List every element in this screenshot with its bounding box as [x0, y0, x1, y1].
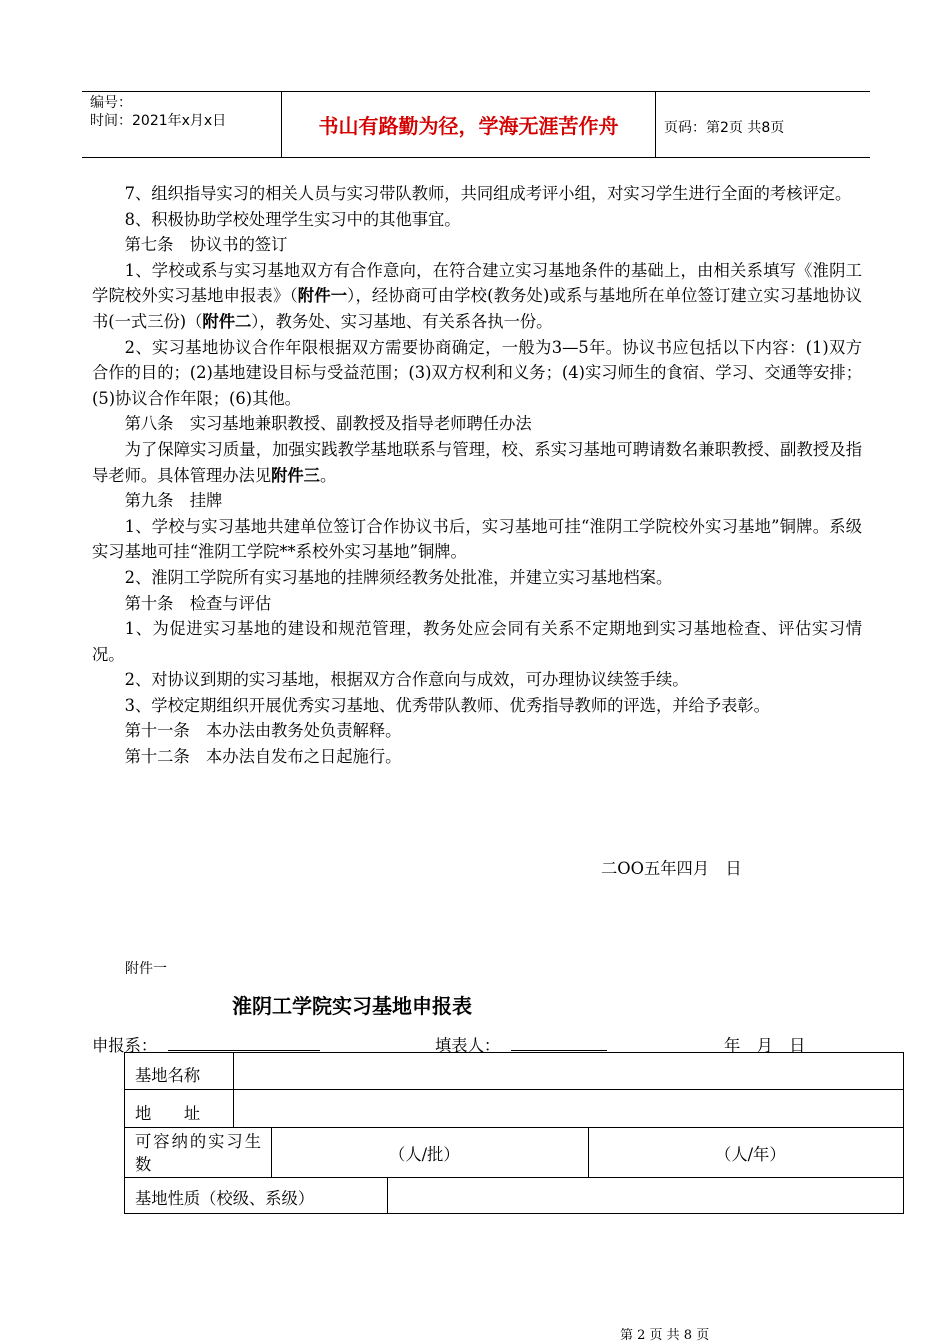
article-heading: 第十二条 本办法自发布之日起施行。	[124, 747, 402, 767]
dept-underline	[168, 1050, 320, 1051]
paragraph: 1、学校与实习基地共建单位签订合作协议书后，实习基地可挂“淮阴工学院校外实习基地”铜牌。系级实习基地可挂“淮阴工学院**系校外实习基地”铜牌。	[92, 516, 862, 562]
annex-reference: 附件三	[271, 465, 320, 485]
header-meta	[90, 94, 226, 130]
base-name-label: 基地名称	[135, 1066, 201, 1085]
article-heading: 第七条 协议书的签订	[124, 235, 288, 255]
column-divider	[233, 1090, 234, 1127]
page-footer: 第 2 页 共 8 页	[620, 1328, 710, 1343]
paragraph: 2、实习基地协议合作年限根据双方需要协商确定，一般为3—5年。协议书应包括以下内容：(1)双方合作的目的；(2)基地建设目标与受益范围；(3)双方权利和义务；(4)实习师生的食宿、学习、交通等安排；(5)协议合作年限；(6)其他。	[92, 337, 862, 408]
annex-reference: 附件二	[202, 311, 252, 331]
article-heading: 第十条 检查与评估	[124, 593, 272, 613]
table-row	[125, 1053, 903, 1090]
address-label: 地 址	[135, 1104, 201, 1123]
table-row	[125, 1128, 903, 1178]
per-year-unit: （人/年）	[715, 1145, 786, 1164]
table-row	[125, 1178, 903, 1213]
table-row	[125, 1090, 903, 1128]
paragraph: 2、淮阴工学院所有实习基地的挂牌须经教务处批准，并建立实习基地档案。	[124, 567, 673, 587]
application-form-table	[124, 1052, 904, 1214]
article-heading: 第九条 挂牌	[124, 491, 223, 511]
capacity-label: 可容纳的实习生数	[135, 1132, 263, 1174]
column-divider	[233, 1053, 234, 1089]
time-label: 时间：2021年x月x日	[90, 113, 227, 129]
paragraph: 7、组织指导实习的相关人员与实习带队教师，共同组成考评小组，对实习学生进行全面的考核评定。	[124, 184, 852, 203]
paragraph: 为了保障实习质量，加强实践教学基地联系与管理，校、系实习基地可聘请数名兼职教授、副教授及指导老师。具体管理办法见附件三。	[92, 439, 862, 485]
article-heading: 第十一条 本办法由教务处负责解释。	[124, 721, 402, 741]
filler-underline	[511, 1050, 607, 1051]
date-fields: 年 月 日	[724, 1036, 806, 1055]
per-batch-unit: （人/批）	[389, 1145, 460, 1164]
header-motto: 书山有路勤为径，学海无涯苦作舟	[318, 114, 619, 138]
paragraph: 1、为促进实习基地的建设和规范管理，教务处应会同有关系不定期地到实习基地检查、评估实习情况。	[92, 619, 862, 664]
number-label: 编号：	[90, 95, 132, 111]
signature-date: 二OO五年四月 日	[601, 859, 742, 878]
paragraph: 2、对协议到期的实习基地，根据双方合作意向与成效，可办理协议续签手续。	[124, 670, 689, 690]
column-divider	[588, 1128, 589, 1177]
annex-reference: 附件一	[297, 286, 348, 306]
paragraph: 8、积极协助学校处理学生实习中的其他事宜。	[124, 209, 461, 229]
header-page-number: 页码：第2页 共8页	[664, 120, 785, 136]
document-body	[92, 181, 862, 770]
paragraph: 3、学校定期组织开展优秀实习基地、优秀带队教师、优秀指导教师的评选，并给予表彰。	[124, 695, 770, 715]
article-heading: 第八条 实习基地兼职教授、副教授及指导老师聘任办法	[124, 414, 532, 434]
nature-label: 基地性质（校级、系级）	[135, 1189, 315, 1208]
annex-label: 附件一	[125, 961, 167, 977]
form-title: 淮阴工学院实习基地申报表	[232, 994, 472, 1018]
filler-label: 填表人：	[435, 1036, 501, 1055]
header-divider	[655, 91, 656, 158]
column-divider	[271, 1128, 272, 1177]
dept-label: 申报系：	[92, 1036, 158, 1055]
paragraph: 1、学校或系与实习基地双方有合作意向，在符合建立实习基地条件的基础上，由相关系填写《淮阴工学院校外实习基地申报表》（附件一），经协商可由学校(教务处)或系与基地所在单位签订建立实习基地协议书(一式三份)（附件二），教务处、实习基地、有关系各执一份。	[92, 260, 862, 331]
column-divider	[387, 1178, 388, 1213]
